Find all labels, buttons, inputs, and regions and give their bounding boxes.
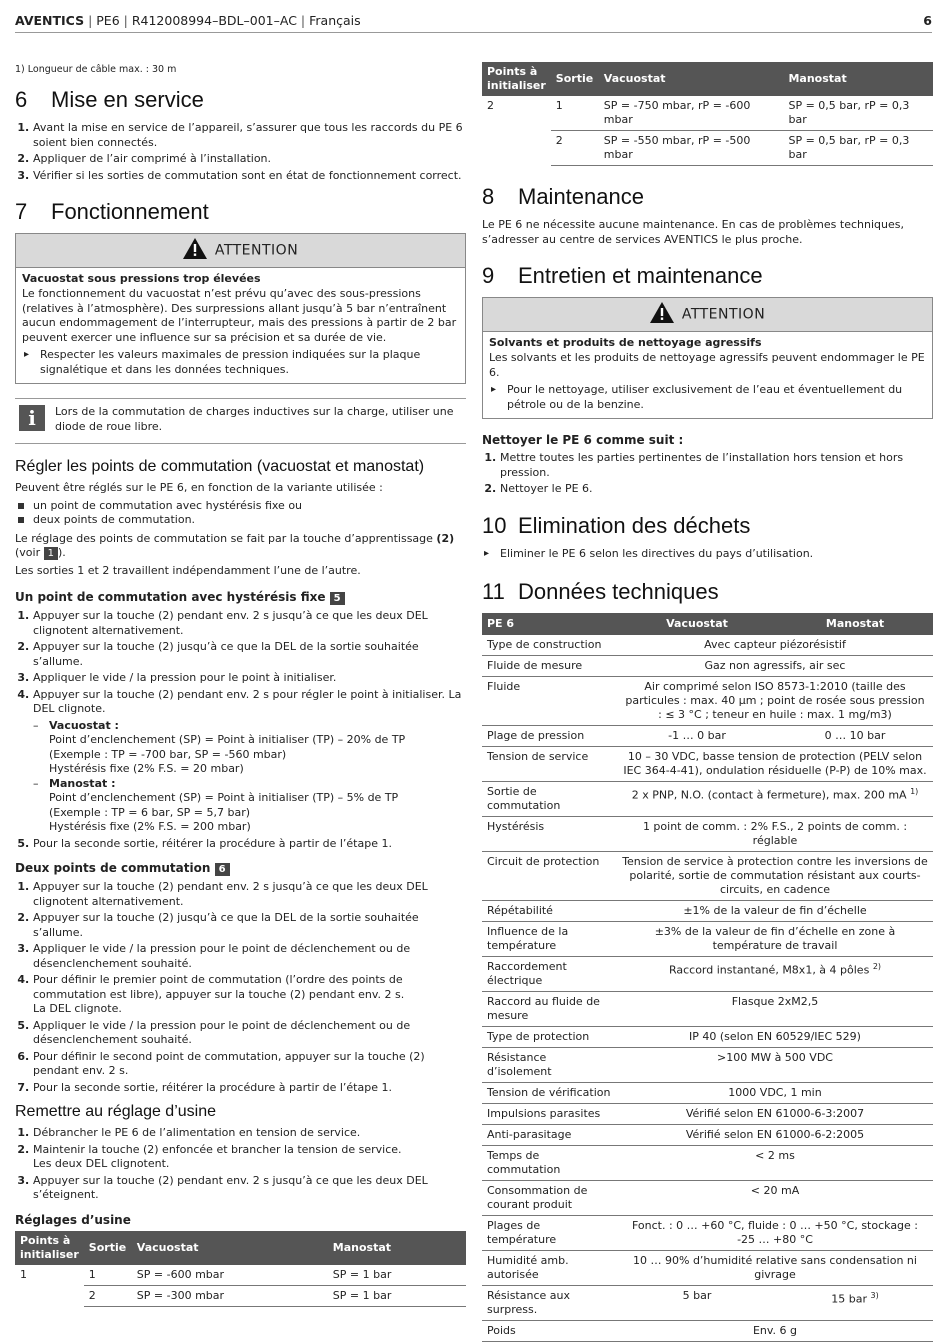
table-row <box>482 922 933 957</box>
row-value: IP 40 (selon EN 60529/IEC 529) <box>617 1027 933 1048</box>
brand-name: AVENTICS <box>15 12 85 28</box>
list-item: 1. Débrancher le PE 6 de l’alimentation en tension de service. <box>33 1126 466 1141</box>
row-label: Anti-parasitage <box>482 1125 617 1146</box>
attention-text: Les solvants et les produits de nettoyage agressifs peuvent endommager le PE 6. <box>489 351 925 379</box>
table-row <box>482 1027 933 1048</box>
column-header: PE 6 <box>482 613 617 635</box>
factory-settings-table-continued <box>482 62 933 166</box>
reglages-title: Réglages d’usine <box>15 1212 131 1227</box>
column-header: Vacuostat <box>132 1231 328 1265</box>
list-item: 3. Vérifier si les sorties de commutation sont en état de fonctionnement correct. <box>33 169 466 184</box>
row-label: Tension de vérification <box>482 1083 617 1104</box>
list-item: 1. Mettre toutes les parties pertinentes de l’installation hors tension et hors pression. <box>500 451 933 480</box>
table-row <box>482 901 933 922</box>
list-item: 5. Pour la seconde sortie, réitérer la procédure à partir de l’étape 1. <box>33 837 466 852</box>
table-row <box>482 726 933 747</box>
row-value-vacuostat: 5 bar <box>617 1286 777 1321</box>
clean-steps <box>482 451 933 497</box>
row-value: Env. 6 g <box>617 1321 933 1342</box>
table-row <box>482 1104 933 1125</box>
row-value: ±3% de la valeur de fin d’échelle en zone à température de travail <box>617 922 933 957</box>
row-value: ±1% de la valeur de fin d’échelle <box>617 901 933 922</box>
list-item: 7. Pour la seconde sortie, réitérer la procédure à partir de l’étape 1. <box>33 1081 466 1096</box>
page-number: 6 <box>923 12 932 28</box>
table-row <box>482 1048 933 1083</box>
row-label: Sortie de commutation <box>482 782 617 817</box>
row-value: >100 MW à 500 VDC <box>617 1048 933 1083</box>
technical-data-table <box>482 613 933 1342</box>
row-label: Résistance d’isolement <box>482 1048 617 1083</box>
row-label: Humidité amb. autorisée <box>482 1251 617 1286</box>
left-column <box>15 60 466 1307</box>
list-item: 3. Appuyer sur la touche (2) pendant env. 2 s jusqu’à ce que les deux DEL s’éteignent. <box>33 1174 466 1203</box>
table-row <box>482 1286 933 1321</box>
vacuostat-label: Vacuostat : <box>49 718 119 732</box>
reset-steps <box>15 1126 466 1203</box>
list-item: 1. Appuyer sur la touche (2) pendant env. 2 s jusqu’à ce que les deux DEL clignotent alternativement. <box>33 880 466 909</box>
figure-ref-badge: 6 <box>215 863 230 876</box>
attention-action: ▸ Respecter les valeurs maximales de pression indiquées sur la plaque signalétique et dans les données techniques. <box>40 348 459 377</box>
deux-points-steps <box>15 880 466 1095</box>
warning-icon <box>183 238 207 263</box>
row-value: Air comprimé selon ISO 8573-1:2010 (taille des particules : max. 40 µm ; point de rosée sous pression : ≤ 3 °C ; teneur en huile : max. 1 mg/m3) <box>617 677 933 726</box>
manostat-label: Manostat : <box>49 776 116 790</box>
table-row <box>482 1216 933 1251</box>
row-label: Plage de pression <box>482 726 617 747</box>
row-value: Vérifié selon EN 61000-6-3:2007 <box>617 1104 933 1125</box>
attention-header: ATTENTION <box>16 234 465 268</box>
info-text: Lors de la commutation de charges inductives sur la charge, utiliser une diode de roue libre. <box>55 405 454 433</box>
row-label: Raccordement électrique <box>482 957 617 992</box>
list-item: 2. Appliquer de l’air comprimé à l’installation. <box>33 152 466 167</box>
column-header: Sortie <box>84 1231 132 1265</box>
table-row: 1 1 SP = -600 mbar SP = 1 bar <box>15 1265 466 1286</box>
row-value: Tension de service à protection contre les inversions de polarité, sortie de commutation résistant aux courts-circuits, en cadence <box>617 852 933 901</box>
table-row <box>482 677 933 726</box>
reset-title: Remettre au réglage d’usine <box>15 1103 217 1120</box>
row-label: Temps de commutation <box>482 1146 617 1181</box>
table-row <box>482 957 933 992</box>
row-value: 1000 VDC, 1 min <box>617 1083 933 1104</box>
row-value: 2 x PNP, N.O. (contact à fermeture), max. 200 mA $^{1)}$ <box>617 782 933 817</box>
section-7-title: 7 Fonctionnement <box>15 199 209 224</box>
attention-text: Le fonctionnement du vacuostat n’est prévu qu’avec des sous-pressions (relatives à l’atmosphère). Des surpressions allant jusqu’à 5 bar n’entraînent aucun endommagement de l’interrupteur, mais des pressions à partir de 2 bar peuvent exercer une influence sur sa précision et sa durée de vie. <box>22 287 457 344</box>
row-label: Poids <box>482 1321 617 1342</box>
footnote: 1) Longueur de câble max. : 30 m <box>15 64 177 75</box>
row-label: Consommation de courant produit <box>482 1181 617 1216</box>
row-value: Fonct. : 0 … +60 °C, fluide : 0 … +50 °C, stockage : -25 … +80 °C <box>617 1216 933 1251</box>
row-label: Circuit de protection <box>482 852 617 901</box>
row-value: 10 – 30 VDC, basse tension de protection (PELV selon IEC 364-4-41), ondulation résiduelle (P-P) de 10% max. <box>617 747 933 782</box>
row-value-vacuostat: -1 … 0 bar <box>617 726 777 747</box>
row-value: 10 … 90% d’humidité relative sans condensation ni givrage <box>617 1251 933 1286</box>
list-item: 2. Appuyer sur la touche (2) jusqu’à ce que la DEL de la sortie souhaitée s’allume. <box>33 640 466 669</box>
section-6-title: 6 Mise en service <box>15 87 204 112</box>
table-row <box>482 1251 933 1286</box>
section-10-action: ▸ Eliminer le PE 6 selon les directives du pays d’utilisation. <box>500 547 933 562</box>
row-value-manostat: 15 bar $^{3)}$ <box>777 1286 933 1321</box>
page-header <box>15 8 932 33</box>
section-8-title: 8 Maintenance <box>482 184 644 209</box>
figure-ref-badge: 1 <box>44 547 58 560</box>
deux-points-title: Deux points de commutation 6 <box>15 861 466 876</box>
un-point-steps <box>15 609 466 851</box>
column-header: Manostat <box>328 1231 466 1265</box>
info-icon: i <box>19 405 45 431</box>
row-value: < 20 mA <box>617 1181 933 1216</box>
attention-box <box>15 233 466 384</box>
row-value: Flasque 2xM2,5 <box>617 992 933 1027</box>
list-item: 2. Appuyer sur la touche (2) jusqu’à ce que la DEL de la sortie souhaitée s’allume. <box>33 911 466 940</box>
factory-settings-table <box>15 1231 466 1307</box>
row-value: 1 point de comm. : 2% F.S., 2 points de comm. : réglable <box>617 817 933 852</box>
table-row <box>482 656 933 677</box>
list-item: 1. Avant la mise en service de l’appareil, s’assurer que tous les raccords du PE 6 soient bien connectés. <box>33 121 466 150</box>
row-label: Influence de la température <box>482 922 617 957</box>
list-item: 3. Appliquer le vide / la pression pour le point de déclenchement ou de désenclenchement souhaité. <box>33 942 466 971</box>
row-value-manostat: 0 … 10 bar <box>777 726 933 747</box>
doc-ref: R412008994–BDL–001–AC <box>131 12 297 28</box>
column-header: Points à initialiser <box>15 1231 84 1265</box>
row-label: Fluide <box>482 677 617 726</box>
table-row <box>482 1321 933 1342</box>
attention-heading: Vacuostat sous pressions trop élevées <box>22 272 261 285</box>
doc-name: PE6 <box>96 12 120 28</box>
regler-intro: Peuvent être réglés sur le PE 6, en fonction de la variante utilisée : <box>15 481 383 494</box>
column-header: Manostat <box>783 62 933 96</box>
list-item: 6. Pour définir le second point de commutation, appuyer sur la touche (2) pendant env. 2 s. <box>33 1050 466 1079</box>
table-row <box>482 747 933 782</box>
row-label: Type de construction <box>482 635 617 656</box>
row-value: Raccord instantané, M8x1, à 4 pôles $^{2)}$ <box>617 957 933 992</box>
row-label: Résistance aux surpress. <box>482 1286 617 1321</box>
table-row <box>482 992 933 1027</box>
clean-title: Nettoyer le PE 6 comme suit : <box>482 433 684 447</box>
row-label: Répétabilité <box>482 901 617 922</box>
section-11-title: 11 Données techniques <box>482 579 719 604</box>
list-item: 2. Maintenir la touche (2) enfoncée et brancher la tension de service. Les deux DEL clignotent. <box>33 1143 466 1172</box>
list-item: 3. Appliquer le vide / la pression pour le point à initialiser. <box>33 671 466 686</box>
list-item: un point de commutation avec hystérésis fixe ou <box>33 499 466 514</box>
table-row <box>482 817 933 852</box>
list-item: deux points de commutation. <box>33 513 466 528</box>
section-10-title: 10 Elimination des déchets <box>482 512 751 538</box>
row-label: Raccord au fluide de mesure <box>482 992 617 1027</box>
section-6-steps <box>15 121 466 183</box>
header-title: AVENTICS | PE6 | R412008994–BDL–001–AC | Français <box>15 12 361 28</box>
table-row: 2 1 SP = -750 mbar, rP = -600 mbar SP = 0,5 bar, rP = 0,3 bar <box>482 96 933 131</box>
table-row <box>482 1125 933 1146</box>
column-header: Manostat <box>777 613 933 635</box>
row-label: Impulsions parasites <box>482 1104 617 1125</box>
regler-paragraph-2: Les sorties 1 et 2 travaillent indépendamment l’une de l’autre. <box>15 563 361 577</box>
row-value: Vérifié selon EN 61000-6-2:2005 <box>617 1125 933 1146</box>
row-label: Plages de température <box>482 1216 617 1251</box>
attention-box <box>482 297 933 419</box>
table-row: 2 SP = -550 mbar, rP = -500 mbar SP = 0,5 bar, rP = 0,3 bar <box>482 131 933 166</box>
un-point-title: Un point de commutation avec hystérésis fixe 5 <box>15 590 466 605</box>
column-header: Sortie <box>551 62 599 96</box>
row-label: Tension de service <box>482 747 617 782</box>
table-row <box>482 635 933 656</box>
attention-action: ▸ Pour le nettoyage, utiliser exclusivement de l’eau et éventuellement du pétrole ou de la benzine. <box>507 383 926 412</box>
regler-paragraph: Le réglage des points de commutation se fait par la touche d’apprentissage (2) (voir 1 ). <box>15 531 455 559</box>
list-item: 5. Appliquer le vide / la pression pour le point de déclenchement ou de désenclenchement souhaité. <box>33 1019 466 1048</box>
list-item: 4. Pour définir le premier point de commutation (l’ordre des points de commutation est libre), appuyer sur la touche (2) pendant env. 2 s. La DEL clignote. <box>33 973 466 1017</box>
table-row <box>482 1146 933 1181</box>
section-9-title: 9 Entretien et maintenance <box>482 263 763 288</box>
row-value: Gaz non agressifs, air sec <box>617 656 933 677</box>
list-item: 1. Appuyer sur la touche (2) pendant env. 2 s jusqu’à ce que les deux DEL clignotent alternativement. <box>33 609 466 638</box>
list-item: 4. Appuyer sur la touche (2) pendant env. 2 s pour régler le point à initialiser. La DEL clignote. – Vacuostat : Point d’enclenchement (SP) = Point à initialiser (TP) – 20% de TP (Exemple : TP = -700 bar, SP = -560 mbar) Hystérésis fixe (2% F.S. = 20 mbar) – Manostat : Point d’enclenchement (SP) = Point à initialiser (TP) – 5% de TP (Exemple : TP = 6 bar, SP = 5,7 bar) Hystérésis fixe (2% F.S. = 200 mbar) <box>33 688 466 835</box>
info-box <box>15 398 466 444</box>
table-row <box>482 782 933 817</box>
row-label: Type de protection <box>482 1027 617 1048</box>
table-row <box>482 1083 933 1104</box>
section-8-text: Le PE 6 ne nécessite aucune maintenance. En cas de problèmes techniques, s’adresser au centre de services AVENTICS le plus proche. <box>482 218 904 246</box>
regler-title: Régler les points de commutation (vacuostat et manostat) <box>15 458 425 475</box>
attention-header: ATTENTION <box>483 298 932 332</box>
table-row <box>482 852 933 901</box>
row-value: < 2 ms <box>617 1146 933 1181</box>
row-value: Avec capteur piézorésistif <box>617 635 933 656</box>
row-label: Hystérésis <box>482 817 617 852</box>
table-row: 2 SP = -300 mbar SP = 1 bar <box>15 1285 466 1306</box>
attention-heading: Solvants et produits de nettoyage agressifs <box>489 336 762 349</box>
table-row <box>482 1181 933 1216</box>
right-column <box>482 62 933 1342</box>
doc-language: Français <box>309 12 361 28</box>
figure-ref-badge: 5 <box>330 592 345 605</box>
warning-icon <box>650 302 674 327</box>
column-header: Points à initialiser <box>482 62 551 96</box>
row-label: Fluide de mesure <box>482 656 617 677</box>
column-header: Vacuostat <box>617 613 777 635</box>
column-header: Vacuostat <box>599 62 784 96</box>
list-item: 2. Nettoyer le PE 6. <box>500 482 933 497</box>
